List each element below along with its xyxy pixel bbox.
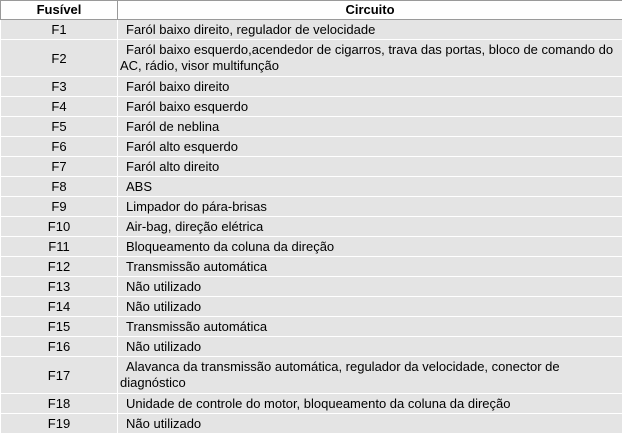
fuse-cell: F18: [1, 394, 118, 414]
circuit-cell: Não utilizado: [118, 337, 622, 357]
circuit-cell: Transmissão automática: [118, 257, 622, 277]
table-row: [1, 357, 622, 394]
circuit-cell: Faról baixo esquerdo: [118, 97, 622, 117]
circuit-cell: Alavanca da transmissão automática, regulador da velocidade, conector de diagnóstico: [118, 357, 622, 394]
fuse-cell: F13: [1, 277, 118, 297]
circuit-cell: Faról alto direito: [118, 157, 622, 177]
table-row: [1, 197, 622, 217]
circuit-cell: Faról baixo direito: [118, 77, 622, 97]
fuse-cell: F10: [1, 217, 118, 237]
circuit-cell: Transmissão automática: [118, 317, 622, 337]
table-row: [1, 257, 622, 277]
fuse-cell: F14: [1, 297, 118, 317]
table-row: [1, 117, 622, 137]
table-row: [1, 297, 622, 317]
circuit-cell: Não utilizado: [118, 277, 622, 297]
table-row: [1, 317, 622, 337]
table-row: [1, 77, 622, 97]
fuse-cell: F8: [1, 177, 118, 197]
fuse-cell: F11: [1, 237, 118, 257]
circuit-cell: Não utilizado: [118, 297, 622, 317]
table-row: [1, 20, 622, 40]
table-row: [1, 157, 622, 177]
table-row: [1, 337, 622, 357]
fuse-cell: F16: [1, 337, 118, 357]
circuit-cell: ABS: [118, 177, 622, 197]
circuit-cell: Faról baixo esquerdo,acendedor de cigarros, trava das portas, bloco de comando do AC, rádio, visor multifunção: [118, 40, 622, 77]
table-row: [1, 237, 622, 257]
fuse-cell: F3: [1, 77, 118, 97]
table-row: [1, 277, 622, 297]
circuit-cell: Faról de neblina: [118, 117, 622, 137]
circuit-cell: Faról baixo direito, regulador de velocidade: [118, 20, 622, 40]
fuse-cell: F5: [1, 117, 118, 137]
table-row: [1, 97, 622, 117]
table-row: [1, 394, 622, 414]
fuse-cell: F6: [1, 137, 118, 157]
circuit-column-header: Circuito: [118, 1, 622, 20]
table-row: [1, 177, 622, 197]
fuse-cell: F9: [1, 197, 118, 217]
circuit-cell: Limpador do pára-brisas: [118, 197, 622, 217]
fuse-cell: F19: [1, 414, 118, 434]
fuse-cell: F2: [1, 40, 118, 77]
fuse-cell: F7: [1, 157, 118, 177]
circuit-cell: Faról alto esquerdo: [118, 137, 622, 157]
fuse-cell: F12: [1, 257, 118, 277]
fuse-cell: F15: [1, 317, 118, 337]
circuit-cell: Air-bag, direção elétrica: [118, 217, 622, 237]
fuse-cell: F1: [1, 20, 118, 40]
circuit-cell: Bloqueamento da coluna da direção: [118, 237, 622, 257]
circuit-cell: Não utilizado: [118, 414, 622, 434]
table-row: [1, 414, 622, 434]
fuse-column-header: Fusível: [1, 1, 118, 20]
fuse-cell: F17: [1, 357, 118, 394]
circuit-cell: Unidade de controle do motor, bloqueamento da coluna da direção: [118, 394, 622, 414]
table-row: [1, 40, 622, 77]
header-row: [1, 1, 622, 20]
table-row: [1, 217, 622, 237]
fuse-cell: F4: [1, 97, 118, 117]
table-row: [1, 137, 622, 157]
